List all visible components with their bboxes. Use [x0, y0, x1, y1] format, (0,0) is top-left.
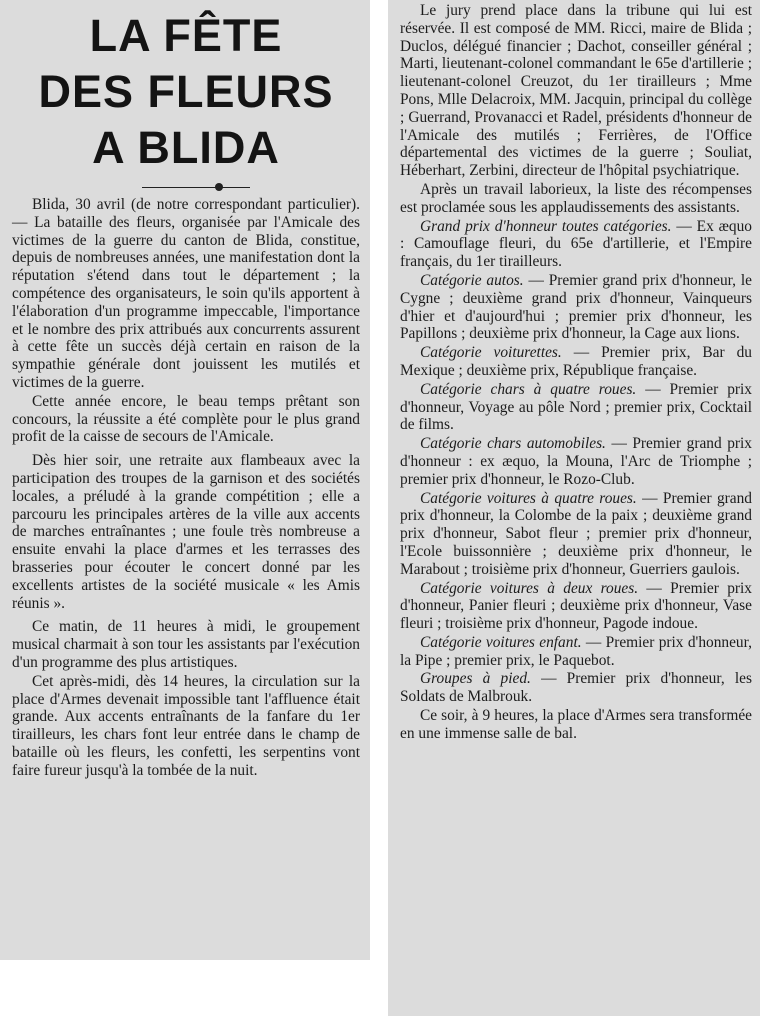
- category-label: Grand prix d'honneur toutes catégories.: [420, 217, 672, 235]
- headline-line-1: LA FÊTE: [89, 10, 283, 61]
- category-label: Catégorie voiturettes.: [420, 344, 562, 362]
- category-paragraph: [400, 580, 752, 633]
- category-label: Catégorie autos.: [420, 271, 524, 289]
- category-text: — Premier prix, Bar du Mexique ; deuxième prix, République française.: [400, 344, 752, 379]
- headline: [12, 8, 360, 176]
- category-text: — Premier grand prix d'honneur : ex æquo, la Mouna, l'Arc de Triomphe ; premier prix d'honneur, le Rozo-Club.: [400, 435, 752, 488]
- category-text: — Ex æquo : Camouflage fleuri, du 65e d'artillerie, et l'Empire français, du 1er tirailleurs.: [400, 217, 752, 271]
- category-text: — Premier prix d'honneur, Voyage au pôle Nord ; premier prix, Cocktail de films.: [400, 380, 752, 434]
- category-label: Catégorie voitures à deux roues.: [420, 579, 639, 597]
- category-paragraph: [400, 634, 752, 670]
- category-paragraph: [400, 272, 752, 343]
- category-paragraph: [400, 670, 752, 706]
- category-paragraph: [400, 381, 752, 434]
- category-label: Catégorie voitures à quatre roues.: [420, 489, 637, 507]
- paragraph: Cette année encore, le beau temps prêtant son concours, la réussite a été complète pour le plus grand profit de la caisse de secours de l'Amicale.: [12, 392, 360, 446]
- category-text: — Premier prix d'honneur, Panier fleuri ; deuxième prix d'honneur, Vase fleuri ; troisième prix d'honneur, Pagode indoue.: [400, 579, 752, 633]
- category-text: — Premier grand prix d'honneur, la Colombe de la paix ; deuxième grand prix d'honneur, Sabot fleur ; premier prix d'honneur, l'Ecole buissonnière ; deuxième prix d'honneur, le Marabout ; troisième prix d'honneur, Guerriers gaulois.: [400, 489, 752, 578]
- category-paragraph: [400, 344, 752, 380]
- paragraph-closing: Ce soir, à 9 heures, la place d'Armes sera transformée en une immense salle de bal.: [400, 707, 752, 742]
- category-paragraph: [400, 435, 752, 488]
- paragraph: Blida, 30 avril (de notre correspondant particulier). — La bataille des fleurs, organisée par l'Amicale des victimes de la guerre du canton de Blida, constitue, depuis de nombreuses années, une manifestation dont la réputation s'étend dans tout le département ; la compétence des organisateurs, le soin qu'ils apportent à l'élaboration d'un programme impeccable, l'importance et le nombre des prix attribués aux concurrents assurent à cette fête un succès déjà certain en raison de la sympathie générale dont jouissent les mutilés et victimes de la guerre.: [12, 196, 360, 391]
- category-label: Groupes à pied.: [420, 670, 531, 688]
- headline-divider: [12, 180, 360, 194]
- category-text: — Premier prix d'honneur, la Pipe ; premier prix, le Paquebot.: [400, 633, 752, 669]
- category-label: Catégorie chars à quatre roues.: [420, 380, 637, 398]
- category-paragraph: [400, 490, 752, 579]
- category-text: — Premier grand prix d'honneur, le Cygne ; deuxième grand prix d'honneur, Vainqueurs d'hier et d'aujourd'hui ; premier prix d'honneur, les Papillons ; deuxième prix d'honneur, la Cage aux lions.: [400, 271, 752, 343]
- category-text: — Premier prix d'honneur, les Soldats de Malbrouk.: [400, 670, 752, 706]
- paragraph-recompenses: Après un travail laborieux, la liste des récompenses est proclamée sous les applaudissements des assistants.: [400, 180, 752, 216]
- divider-rule: [142, 187, 250, 188]
- category-paragraph: [400, 218, 752, 271]
- category-label: Catégorie voitures enfant.: [420, 633, 582, 651]
- divider-dot: [215, 183, 223, 191]
- paragraph: Dès hier soir, une retraite aux flambeaux avec la participation des troupes de la garnison et des sociétés locales, a préludé à la grande compétition ; elle a parcouru les principales artères de la ville aux accents de marches entraînantes ; une foule très nombreuse a ensuite envahi la place d'armes et les terrasses des brasseries pour écouter le concert donné par les excellents artistes de la société musicale « les Amis réunis ».: [12, 452, 360, 612]
- paragraph: Ce matin, de 11 heures à midi, le groupement musical charmait à son tour les assistants par l'exécution d'un programme des plus artistiques.: [12, 618, 360, 671]
- paragraph: Cet après-midi, dès 14 heures, la circulation sur la place d'Armes devenait impossible tant l'affluence était grande. Aux accents entraînants de la fanfare du 1er tirailleurs, les chars font leur entrée dans le champ de bataille où les fleurs, les confetti, les serpentins vont faire fureur jusqu'à la tombée de la nuit.: [12, 672, 360, 779]
- paragraph-jury: Le jury prend place dans la tribune qui lui est réservée. Il est composé de MM. Ricci, maire de Blida ; Duclos, délégué financier ; Dachot, conseiller général ; Marti, lieutenant-colonel commandant le 65e d'artillerie ; lieutenant-colonel Creuzot, du 1er tirailleurs ; Mme Pons, Mlle Delacroix, MM. Jacquin, principal du collège ; Guerrand, Provanacci et Radel, présidents d'honneur de l'Amicale des mutilés ; Ferrières, de l'Office départemental des victimes de la guerre ; Souliat, Héberhart, Zerbini, directeur de l'hôpital psychiatrique.: [400, 2, 752, 180]
- article-column-right: [388, 0, 760, 1016]
- article-column-left: [0, 0, 370, 960]
- headline-line-3: A BLIDA: [92, 122, 280, 173]
- category-label: Catégorie chars automobiles.: [420, 435, 606, 453]
- headline-line-2: DES FLEURS: [38, 66, 334, 117]
